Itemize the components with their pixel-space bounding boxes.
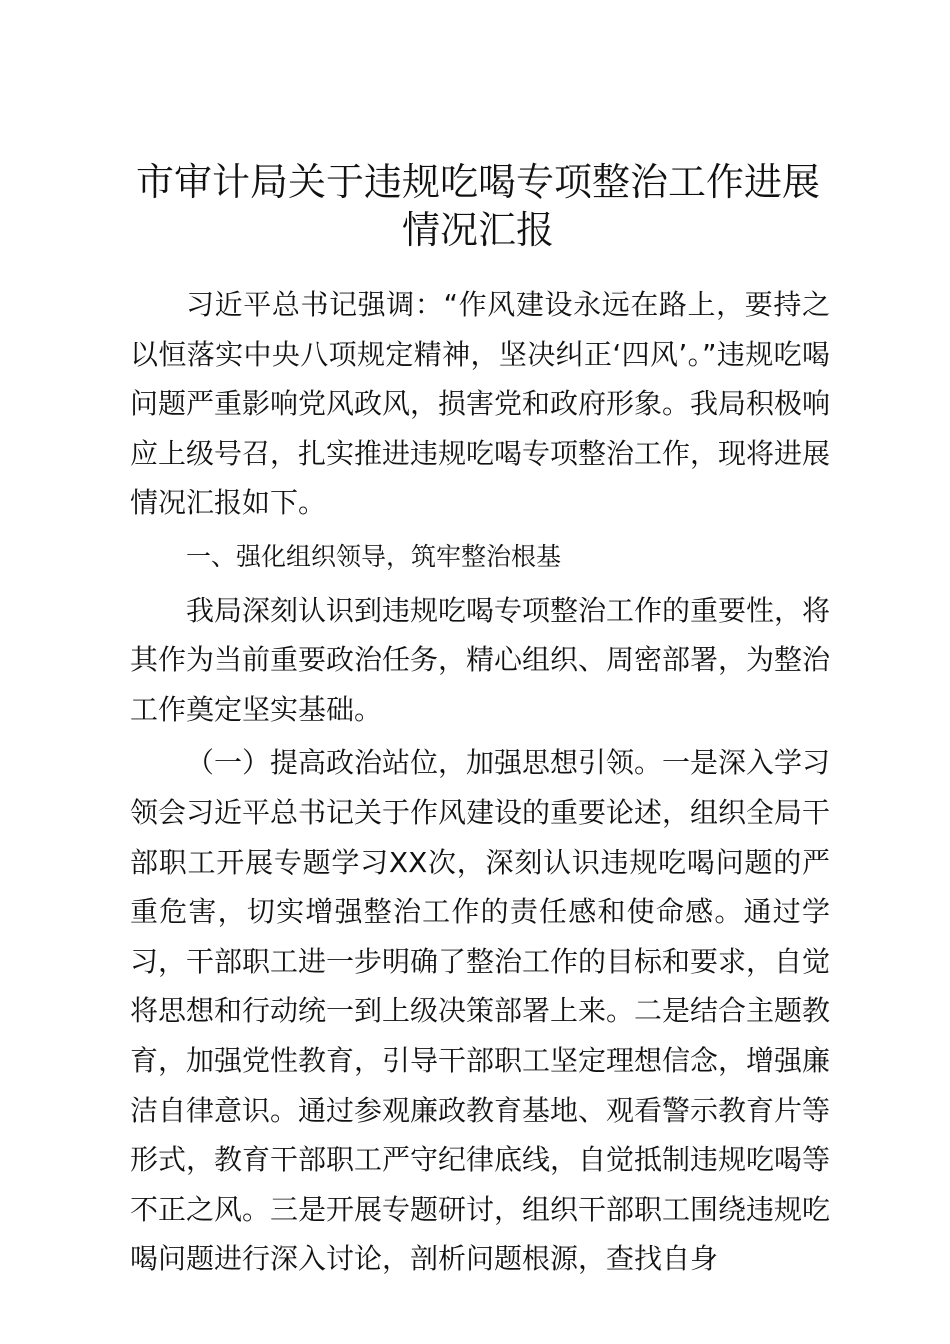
document-title: 市审计局关于违规吃喝专项整治工作进展情况汇报 <box>135 160 820 252</box>
body-paragraph: （一）提高政治站位，加强思想引领。一是深入学习领会习近平总书记关于作风建设的重要论述，组织全局干部职工开展专题学习XX次，深刻认识违规吃喝问题的严重危害，切实增强整治工作的责任感和使命感。通过学习，干部职工进一步明确了整治工作的目标和要求，自觉将思想和行动统一到上级决策部署上来。二是结合主题教育，加强党性教育，引导干部职工坚定理想信念，增强廉洁自律意识。通过参观廉政教育基地、观看警示教育片等形式，教育干部职工严守纪律底线，自觉抵制违规吃喝等不正之风。三是开展专题研讨，组织干部职工围绕违规吃喝问题进行深入讨论，剖析问题根源，查找自身 <box>130 746 831 1276</box>
document-body <box>130 280 830 1284</box>
section-heading: 一、强化组织领导，筑牢整治根基 <box>186 541 562 571</box>
intro-paragraph: 习近平总书记强调：“作风建设永远在路上，要持之以恒落实中央八项规定精神，坚决纠正‘四风’。”违规吃喝问题严重影响党风政风，损害党和政府形象。我局积极响应上级号召，扎实推进违规吃喝专项整治工作，现将进展情况汇报如下。 <box>130 288 831 520</box>
body-paragraph: 我局深刻认识到违规吃喝专项整治工作的重要性，将其作为当前重要政治任务，精心组织、周密部署，为整治工作奠定坚实基础。 <box>130 593 831 726</box>
